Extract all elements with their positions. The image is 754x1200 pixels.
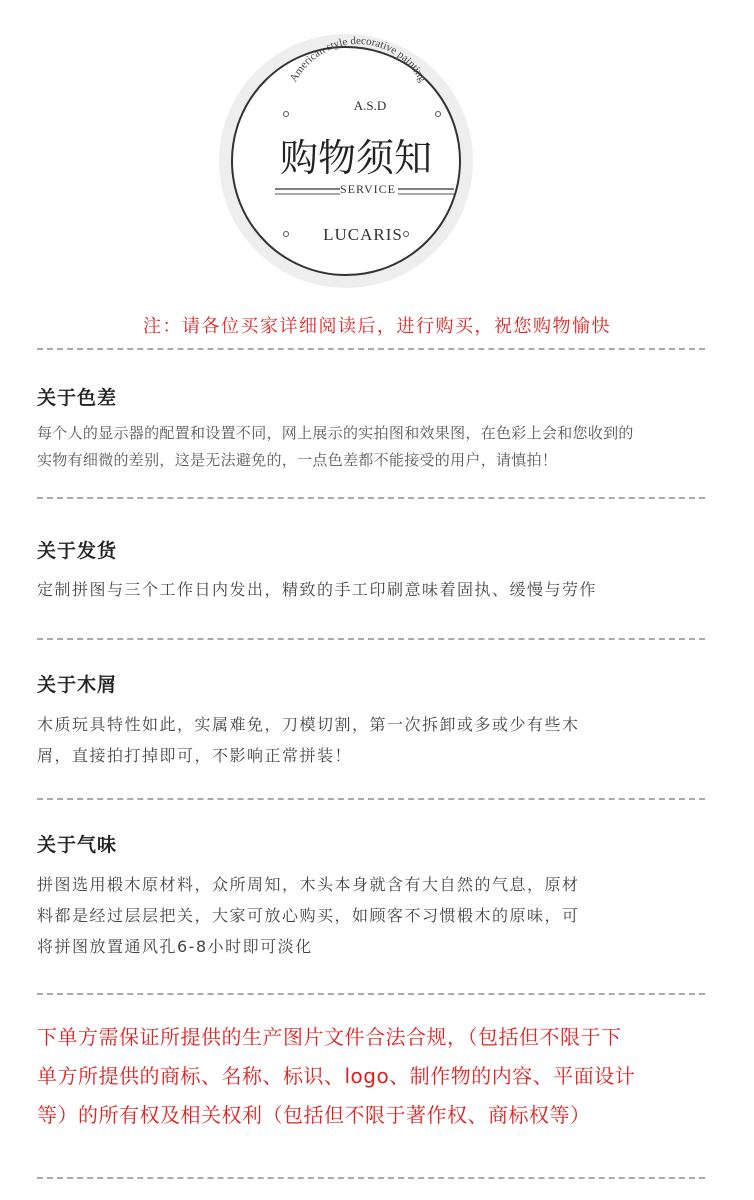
logo-arc-text: American style decorative painting [287, 34, 429, 85]
section-title: 关于发货 [37, 540, 118, 562]
section-body: 拼图选用椴木原材料，众所周知，木头本身就含有大自然的气息，原材 料都是经过层层把关，大家可放心购买，如顾客不习惯椴木的原味，可 将拼图放置通风孔6-8小时即可淡化 [37, 875, 580, 956]
service-logo [218, 16, 474, 306]
divider [37, 348, 705, 350]
service-logo-graphic [218, 16, 474, 306]
divider [37, 497, 705, 499]
section-body: 每个人的显示器的配置和设置不同，网上展示的实拍图和效果图，在色彩上会和您收到的 实物有细微的差别，这是无法避免的，一点色差都不能接受的用户，请慎拍！ [37, 424, 634, 469]
section-title: 关于色差 [37, 387, 118, 409]
section-body: 定制拼图与三个工作日内发出，精致的手工印刷意味着固执、缓慢与劳作 [37, 580, 598, 599]
reading-notice: 注：请各位买家详细阅读后，进行购买，祝您购物愉快 [143, 316, 611, 337]
section-wood-chips [37, 670, 717, 771]
section-shipping [37, 536, 717, 603]
legal-notice: 下单方需保证所提供的生产图片文件合法合规，（包括但不限于下 单方所提供的商标、名称、标识、logo、制作物的内容、平面设计 等）的所有权及相关权利（包括但不限于著作权、商标权等） [37, 1025, 636, 1127]
section-body: 木质玩具特性如此，实属难免，刀模切割，第一次拆卸或多或少有些木 屑，直接拍打掉即可，不影响正常拼装！ [37, 715, 580, 765]
section-odor [37, 830, 717, 962]
divider [37, 798, 705, 800]
section-title: 关于气味 [37, 834, 118, 856]
section-color-difference [37, 383, 717, 474]
logo-title: 购物须知 [279, 136, 433, 180]
logo-subtitle: SERVICE [339, 182, 397, 196]
divider [37, 1177, 705, 1179]
divider [37, 993, 705, 995]
divider [37, 638, 705, 640]
logo-brand: LUCARIS [323, 225, 403, 244]
logo-initials: A.S.D [353, 98, 387, 113]
section-title: 关于木屑 [37, 674, 118, 696]
